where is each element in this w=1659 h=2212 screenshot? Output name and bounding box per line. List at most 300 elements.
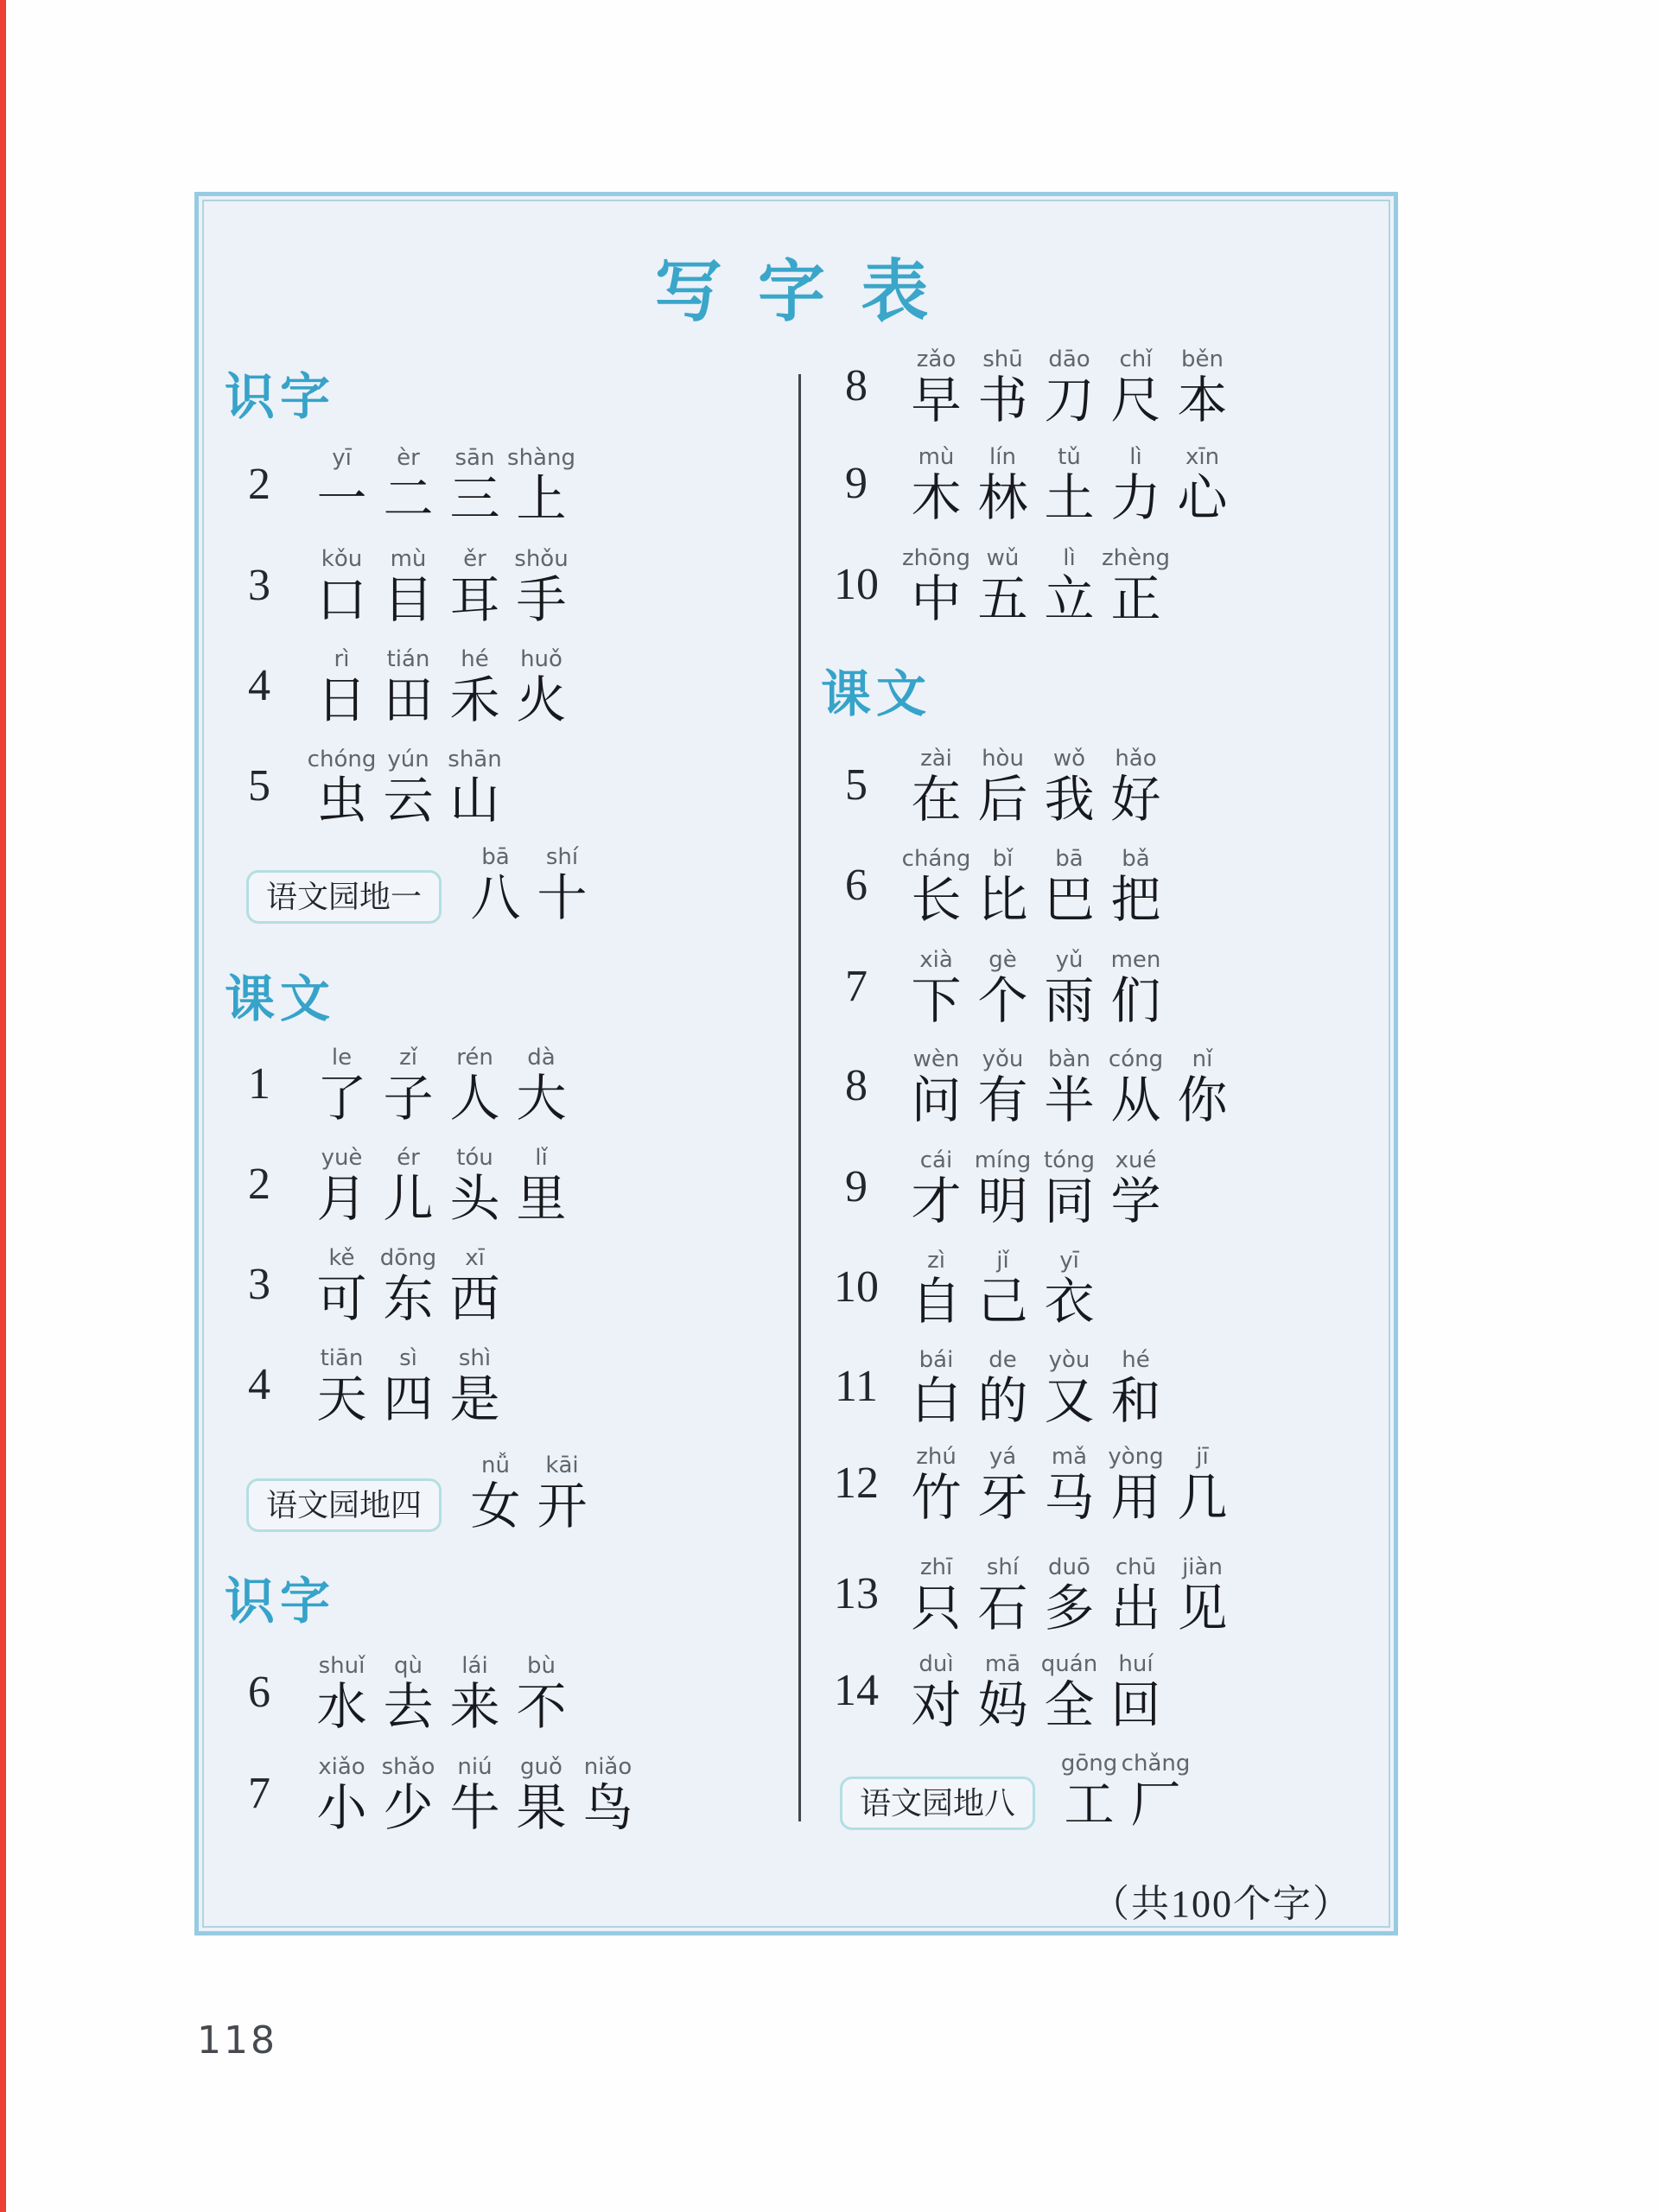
char-cell [1103, 844, 1169, 927]
hanzi-char: 只 [911, 1580, 962, 1637]
pinyin-label: niǎo [583, 1754, 632, 1780]
lesson-number: 8 [845, 361, 868, 410]
char-cells [903, 744, 1169, 827]
hanzi-char: 的 [977, 1373, 1028, 1429]
pinyin-label: mā [984, 1651, 1021, 1677]
char-row [225, 745, 508, 828]
pinyin-label: shǒu [514, 546, 569, 572]
lesson-number: 6 [248, 1668, 270, 1717]
char-cell [1169, 1442, 1236, 1525]
pinyin-label: bù [527, 1653, 556, 1679]
pinyin-label: zì [927, 1248, 945, 1274]
char-row [817, 1553, 1236, 1636]
pinyin-label: míng [974, 1147, 1032, 1173]
char-cells [308, 1752, 641, 1835]
pinyin-label: zǐ [399, 1045, 417, 1071]
pinyin-label: yòng [1108, 1444, 1164, 1470]
hanzi-char: 田 [383, 672, 434, 728]
pinyin-label: ěr [463, 546, 486, 572]
pinyin-label: bā [481, 844, 510, 870]
pinyin-label: wǒ [1052, 746, 1086, 772]
pinyin-label: xīn [1185, 444, 1220, 470]
char-cell [375, 1043, 442, 1126]
pinyin-label: le [331, 1045, 353, 1071]
hanzi-char: 又 [1044, 1373, 1095, 1429]
char-cell [1103, 1553, 1169, 1636]
char-cell [1036, 1045, 1103, 1128]
hanzi-char: 大 [516, 1071, 567, 1127]
hanzi-char: 问 [911, 1072, 962, 1128]
char-cell [903, 543, 969, 626]
hanzi-char: 妈 [977, 1677, 1028, 1733]
char-cell [1036, 1442, 1103, 1525]
hanzi-char: 己 [977, 1274, 1028, 1330]
pinyin-label: lì [1063, 545, 1076, 571]
char-cell [375, 1752, 442, 1835]
writing-table-frame [194, 192, 1398, 1936]
hanzi-char: 和 [1110, 1373, 1161, 1429]
char-row [817, 1649, 1169, 1732]
char-cell [969, 1442, 1036, 1525]
hanzi-char: 虫 [316, 772, 367, 829]
scan-edge-line [0, 0, 6, 2212]
pinyin-label: yún [387, 747, 429, 772]
pinyin-label: tóu [456, 1145, 493, 1171]
char-cell [442, 1243, 508, 1326]
char-cell [903, 945, 969, 1028]
pinyin-label: yī [332, 445, 352, 471]
char-cell [508, 1043, 575, 1126]
hanzi-char: 三 [449, 471, 500, 527]
pinyin-label: shǎo [381, 1754, 435, 1780]
char-cell [308, 443, 375, 526]
pinyin-label: jǐ [996, 1248, 1009, 1274]
char-row [817, 945, 1169, 1028]
hanzi-char: 从 [1110, 1072, 1161, 1128]
char-row [817, 1246, 1103, 1329]
char-cells [903, 1442, 1236, 1525]
hanzi-char: 明 [977, 1173, 1028, 1230]
char-cell [903, 1345, 969, 1428]
char-row [817, 1345, 1169, 1428]
char-cell [442, 645, 508, 728]
hanzi-char: 心 [1177, 470, 1228, 526]
pinyin-label: sān [454, 445, 495, 471]
lesson-number: 4 [248, 1360, 270, 1409]
char-row [225, 544, 575, 627]
page-title: 写 字 表 [654, 254, 938, 329]
hanzi-char: 林 [977, 470, 1028, 526]
char-row [817, 1146, 1169, 1229]
pinyin-label: chǐ [1119, 346, 1153, 372]
char-cell [1122, 1749, 1189, 1832]
hanzi-char: 人 [449, 1071, 500, 1127]
char-cell [903, 744, 969, 827]
char-cell [308, 1344, 375, 1427]
column-divider [798, 374, 801, 1821]
char-cells [308, 443, 575, 526]
pinyin-label: duì [918, 1651, 954, 1677]
hanzi-char: 八 [470, 870, 521, 926]
hanzi-char: 是 [449, 1371, 500, 1427]
char-cell [903, 345, 969, 428]
pinyin-label: bā [1055, 846, 1084, 872]
char-cell [508, 1651, 575, 1734]
char-row [225, 1344, 508, 1427]
section-header: 识字 [225, 1573, 336, 1630]
pinyin-label: lái [461, 1653, 488, 1679]
char-cells [308, 1243, 508, 1326]
pinyin-label: dōng [379, 1245, 437, 1271]
pinyin-label: bǎ [1122, 846, 1150, 872]
hanzi-char: 学 [1110, 1173, 1161, 1230]
char-cell [903, 1045, 969, 1128]
char-row [817, 442, 1236, 525]
pinyin-label: hé [1122, 1347, 1150, 1373]
hanzi-char: 石 [977, 1580, 1028, 1637]
pinyin-label: yǒu [982, 1046, 1024, 1072]
pinyin-label: bǐ [992, 846, 1014, 872]
char-cell [1103, 1345, 1169, 1428]
garden-unit-box: 语文园地八 [840, 1777, 1035, 1830]
lesson-number: 7 [248, 1769, 270, 1818]
pinyin-label: shí [986, 1554, 1020, 1580]
pinyin-label: wèn [912, 1046, 960, 1072]
char-cell [969, 1553, 1036, 1636]
char-cells [308, 1651, 575, 1734]
char-cells [308, 645, 575, 728]
pinyin-label: shí [545, 844, 579, 870]
hanzi-char: 天 [316, 1371, 367, 1427]
hanzi-char: 本 [1177, 372, 1228, 429]
hanzi-char: 下 [911, 973, 962, 1029]
hanzi-char: 对 [911, 1677, 962, 1733]
hanzi-char: 里 [516, 1171, 567, 1227]
lesson-number: 2 [248, 1160, 270, 1209]
pinyin-label: mù [918, 444, 955, 470]
hanzi-char: 日 [316, 672, 367, 728]
char-cell [442, 1752, 508, 1835]
hanzi-char: 手 [516, 572, 567, 628]
char-cell [1103, 1442, 1169, 1525]
hanzi-char: 云 [383, 772, 434, 829]
char-cell [375, 443, 442, 526]
pinyin-label: lǐ [535, 1145, 548, 1171]
hanzi-char: 果 [516, 1780, 567, 1836]
char-cells [1056, 1749, 1189, 1832]
pinyin-label: bàn [1048, 1046, 1090, 1072]
char-cell [1036, 1345, 1103, 1428]
char-row [817, 543, 1169, 626]
pinyin-label: jiàn [1182, 1554, 1223, 1580]
section-header: 课文 [821, 666, 932, 722]
char-cell [462, 1451, 529, 1534]
pinyin-label: zhī [919, 1554, 953, 1580]
char-cell [1169, 1045, 1236, 1128]
hanzi-char: 后 [977, 772, 1028, 828]
char-cell [1103, 1649, 1169, 1732]
pinyin-label: běn [1181, 346, 1224, 372]
char-cell [903, 1649, 969, 1732]
char-cell [308, 544, 375, 627]
hanzi-char: 回 [1110, 1677, 1161, 1733]
hanzi-char: 们 [1110, 973, 1161, 1029]
char-cell [1036, 945, 1103, 1028]
pinyin-label: huǒ [520, 646, 563, 672]
lesson-number: 5 [845, 760, 868, 810]
pinyin-label: mǎ [1051, 1444, 1088, 1470]
pinyin-label: mù [390, 546, 427, 572]
pinyin-label: kāi [545, 1452, 579, 1478]
char-cells [308, 544, 575, 627]
hanzi-char: 去 [383, 1679, 434, 1735]
char-cell [375, 1651, 442, 1734]
char-cell [969, 1246, 1036, 1329]
pinyin-label: cóng [1108, 1046, 1164, 1072]
pinyin-label: bái [918, 1347, 954, 1373]
char-cell [308, 1651, 375, 1734]
char-row [817, 744, 1169, 827]
char-cell [969, 1649, 1036, 1732]
hanzi-char: 水 [316, 1679, 367, 1735]
pinyin-label: qù [394, 1653, 423, 1679]
char-cell [529, 842, 595, 925]
pinyin-label: shàng [507, 445, 575, 471]
section-header: 课文 [225, 971, 336, 1027]
lesson-number: 5 [248, 761, 270, 810]
char-cells [308, 1143, 575, 1226]
hanzi-char: 见 [1177, 1580, 1228, 1637]
hanzi-char: 来 [449, 1679, 500, 1735]
hanzi-char: 了 [316, 1071, 367, 1127]
pinyin-label: zhōng [902, 545, 971, 571]
hanzi-char: 厂 [1130, 1777, 1181, 1833]
lesson-number: 8 [845, 1061, 868, 1110]
pinyin-label: jī [1196, 1444, 1209, 1470]
char-cells [903, 345, 1236, 428]
hanzi-char: 衣 [1044, 1274, 1095, 1330]
hanzi-char: 你 [1177, 1072, 1228, 1128]
hanzi-char: 有 [977, 1072, 1028, 1128]
hanzi-char: 头 [449, 1171, 500, 1227]
char-cell [308, 645, 375, 728]
pinyin-label: lín [989, 444, 1016, 470]
hanzi-char: 可 [316, 1271, 367, 1327]
char-cells [308, 1344, 508, 1427]
pinyin-label: wǔ [986, 545, 1020, 571]
char-cells [903, 1246, 1103, 1329]
hanzi-char: 自 [911, 1274, 962, 1330]
hanzi-char: 目 [383, 572, 434, 628]
char-cell [308, 1243, 375, 1326]
garden-unit-box: 语文园地一 [246, 870, 442, 924]
hanzi-char: 禾 [449, 672, 500, 728]
pinyin-label: xué [1115, 1147, 1157, 1173]
pinyin-label: xī [465, 1245, 485, 1271]
hanzi-char: 多 [1044, 1580, 1095, 1637]
char-cell [1036, 844, 1103, 927]
hanzi-char: 在 [911, 772, 962, 828]
pinyin-label: hé [461, 646, 489, 672]
hanzi-char: 正 [1110, 571, 1161, 627]
char-cells [308, 745, 508, 828]
hanzi-char: 出 [1110, 1580, 1161, 1637]
pinyin-label: xià [919, 947, 953, 973]
hanzi-char: 木 [911, 470, 962, 526]
pinyin-label: tiān [320, 1345, 364, 1371]
char-cell [1036, 1146, 1103, 1229]
char-cell [1103, 1146, 1169, 1229]
char-cell [308, 1752, 375, 1835]
lesson-number: 12 [834, 1459, 879, 1508]
hanzi-char: 中 [911, 571, 962, 627]
pinyin-label: nǐ [1192, 1046, 1213, 1072]
garden-unit-row [246, 842, 595, 925]
lesson-number: 3 [248, 561, 270, 610]
char-cells [903, 945, 1169, 1028]
char-cell [575, 1752, 641, 1835]
char-cell [375, 645, 442, 728]
char-cell [308, 1143, 375, 1226]
hanzi-char: 东 [383, 1271, 434, 1327]
char-cell [462, 842, 529, 925]
pinyin-label: chǎng [1121, 1751, 1191, 1777]
pinyin-label: yá [988, 1444, 1017, 1470]
hanzi-char: 个 [977, 973, 1028, 1029]
hanzi-char: 不 [516, 1679, 567, 1735]
char-cells [462, 1451, 595, 1534]
char-row [817, 1045, 1236, 1128]
pinyin-label: xiǎo [318, 1754, 365, 1780]
pinyin-label: shì [458, 1345, 492, 1371]
char-cell [969, 945, 1036, 1028]
char-cell [1036, 543, 1103, 626]
char-cell [1036, 345, 1103, 428]
char-cell [508, 443, 575, 526]
pinyin-label: shān [448, 747, 502, 772]
hanzi-char: 儿 [383, 1171, 434, 1227]
pinyin-label: yī [1059, 1248, 1079, 1274]
pinyin-label: tóng [1043, 1147, 1096, 1173]
char-cell [903, 1246, 969, 1329]
garden-unit-row [840, 1749, 1189, 1832]
hanzi-char: 耳 [449, 572, 500, 628]
char-cell [969, 345, 1036, 428]
pinyin-label: lì [1129, 444, 1142, 470]
pinyin-label: èr [397, 445, 420, 471]
hanzi-char: 口 [316, 572, 367, 628]
hanzi-char: 白 [911, 1373, 962, 1429]
hanzi-char: 上 [516, 471, 567, 527]
char-cell [1056, 1749, 1122, 1832]
char-cell [903, 1553, 969, 1636]
garden-unit-row [246, 1451, 595, 1534]
char-cells [903, 1345, 1169, 1428]
hanzi-char: 早 [911, 372, 962, 429]
char-cell [969, 1045, 1036, 1128]
page-number: 118 [197, 2018, 277, 2063]
hanzi-char: 二 [383, 471, 434, 527]
char-cell [529, 1451, 595, 1534]
char-cell [442, 544, 508, 627]
lesson-number: 3 [248, 1260, 270, 1309]
char-cell [442, 745, 508, 828]
lesson-number: 10 [834, 560, 879, 609]
hanzi-char: 比 [977, 872, 1028, 928]
char-row [225, 1143, 575, 1226]
char-cell [375, 745, 442, 828]
lesson-number: 10 [834, 1262, 879, 1312]
hanzi-char: 马 [1044, 1470, 1095, 1526]
char-cell [442, 1344, 508, 1427]
hanzi-char: 少 [383, 1780, 434, 1836]
char-row [225, 645, 575, 728]
hanzi-char: 月 [316, 1171, 367, 1227]
char-cell [508, 1143, 575, 1226]
lesson-number: 9 [845, 1162, 868, 1211]
char-cell [1036, 1649, 1103, 1732]
char-cell [508, 1752, 575, 1835]
pinyin-label: yǔ [1055, 947, 1084, 973]
hanzi-char: 鸟 [582, 1780, 633, 1836]
pinyin-label: shū [982, 346, 1023, 372]
char-cell [1103, 744, 1169, 827]
pinyin-label: kǒu [321, 546, 363, 572]
lesson-number: 4 [248, 661, 270, 710]
lesson-number: 11 [834, 1362, 879, 1411]
hanzi-char: 一 [316, 471, 367, 527]
pinyin-label: dà [527, 1045, 556, 1071]
total-character-count-note: （共100个字） [1091, 1883, 1352, 1925]
char-row [225, 1243, 508, 1326]
hanzi-char: 尺 [1110, 372, 1161, 429]
char-cell [1169, 442, 1236, 525]
hanzi-char: 我 [1044, 772, 1095, 828]
char-cell [308, 745, 375, 828]
char-row [817, 844, 1169, 927]
char-cells [462, 842, 595, 925]
pinyin-label: tǔ [1058, 444, 1081, 470]
hanzi-char: 雨 [1044, 973, 1095, 1029]
char-cell [1036, 744, 1103, 827]
pinyin-label: shuǐ [318, 1653, 365, 1679]
lesson-number: 6 [845, 861, 868, 910]
char-cell [1103, 945, 1169, 1028]
lesson-number: 7 [845, 962, 868, 1011]
hanzi-char: 好 [1110, 772, 1161, 828]
char-cell [508, 544, 575, 627]
char-cell [969, 844, 1036, 927]
hanzi-char: 书 [977, 372, 1028, 429]
garden-unit-box: 语文园地四 [246, 1478, 442, 1532]
char-cell [1169, 345, 1236, 428]
pinyin-label: cháng [901, 846, 971, 872]
char-cell [1169, 1553, 1236, 1636]
pinyin-label: chóng [307, 747, 377, 772]
pinyin-label: rén [456, 1045, 493, 1071]
char-cell [903, 1442, 969, 1525]
hanzi-char: 土 [1044, 470, 1095, 526]
hanzi-char: 竹 [911, 1470, 962, 1526]
char-row [225, 1043, 575, 1126]
char-row [225, 443, 575, 526]
pinyin-label: huí [1118, 1651, 1154, 1677]
char-cells [903, 1649, 1169, 1732]
char-cell [442, 1651, 508, 1734]
char-cell [442, 1043, 508, 1126]
pinyin-label: hòu [982, 746, 1024, 772]
lesson-number: 13 [834, 1569, 879, 1618]
